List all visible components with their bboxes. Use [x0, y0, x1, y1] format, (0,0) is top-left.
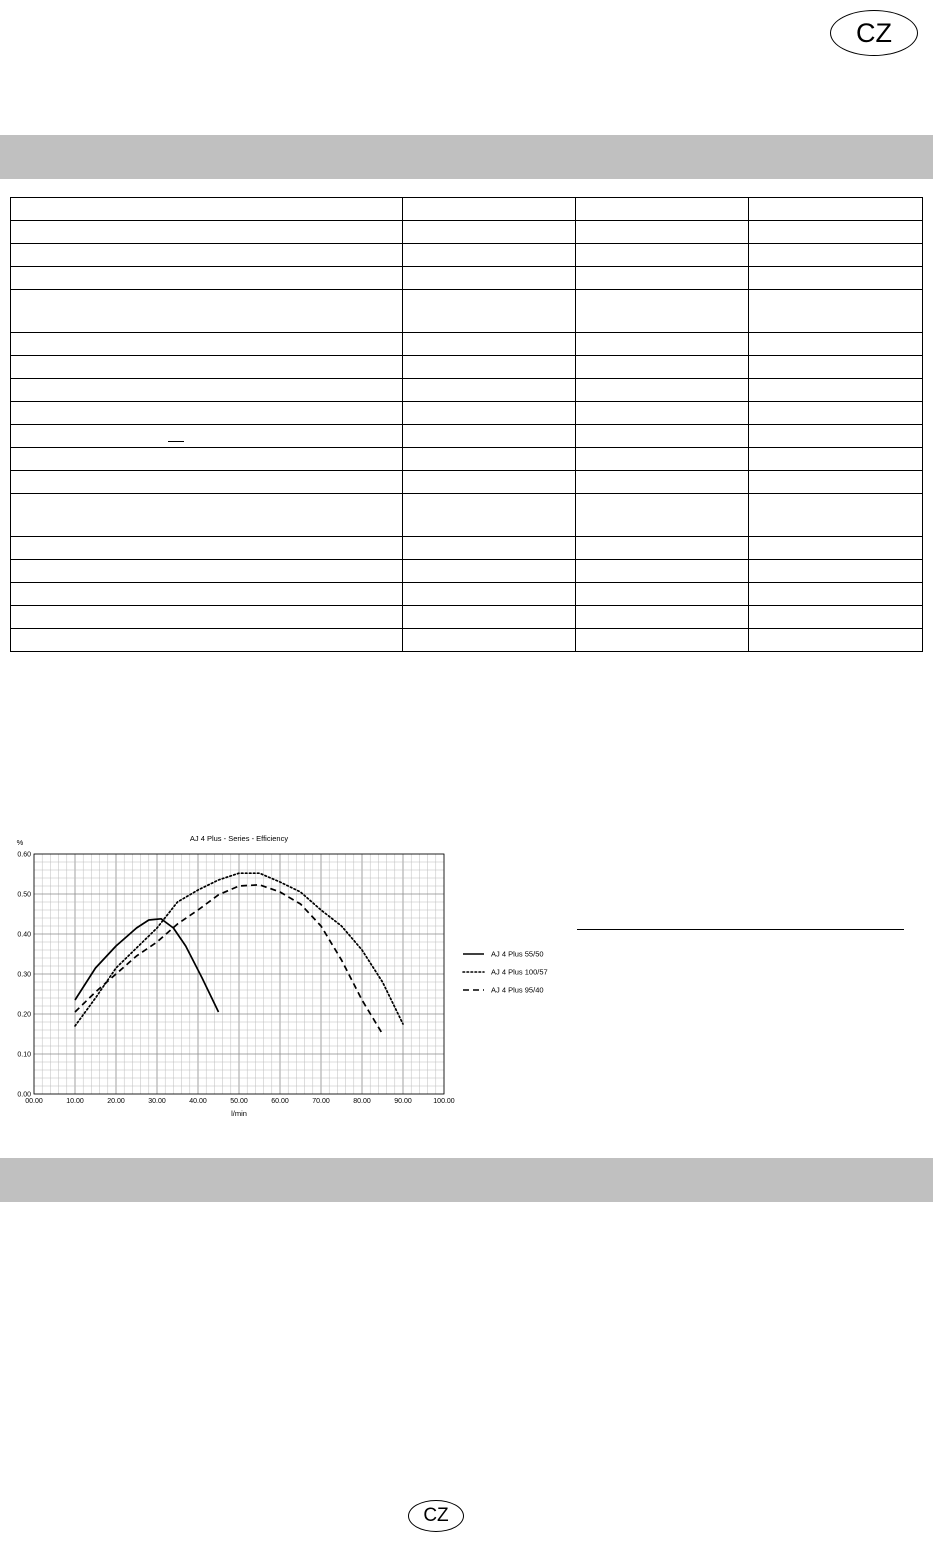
spec-cell — [749, 267, 923, 290]
spec-row — [11, 583, 923, 606]
spec-cell — [749, 221, 923, 244]
spec-cell — [749, 244, 923, 267]
spec-cell — [749, 356, 923, 379]
spec-cell — [11, 471, 403, 494]
spec-cell — [403, 267, 576, 290]
x-tick-label: 80.00 — [353, 1098, 371, 1105]
language-badge-bottom: CZ — [408, 1500, 464, 1532]
spec-cell — [403, 402, 576, 425]
spec-cell — [403, 198, 576, 221]
spec-cell — [11, 560, 403, 583]
spec-cell — [11, 290, 403, 333]
spec-cell — [403, 244, 576, 267]
spec-cell — [11, 583, 403, 606]
x-tick-label: 40.00 — [189, 1098, 207, 1105]
spec-cell — [749, 198, 923, 221]
spec-row — [11, 402, 923, 425]
spec-cell — [11, 606, 403, 629]
spec-cell — [11, 379, 403, 402]
spec-cell — [749, 290, 923, 333]
spec-row — [11, 198, 923, 221]
spec-cell — [749, 560, 923, 583]
spec-cell — [11, 221, 403, 244]
y-tick-label: 0.10 — [17, 1051, 31, 1059]
spec-cell — [11, 244, 403, 267]
x-tick-label: 20.00 — [107, 1098, 125, 1105]
y-tick-label: 0.40 — [17, 931, 31, 939]
spec-cell — [576, 537, 749, 560]
spec-cell — [749, 402, 923, 425]
spec-cell — [749, 537, 923, 560]
y-tick-label: 0.20 — [17, 1011, 31, 1019]
y-axis-label: % — [16, 838, 24, 847]
spec-row — [11, 629, 923, 652]
spec-cell — [403, 333, 576, 356]
spec-row — [11, 221, 923, 244]
x-tick-label: 50.00 — [230, 1098, 248, 1105]
series-line-3 — [75, 885, 383, 1034]
spec-cell — [403, 606, 576, 629]
spec-cell — [749, 333, 923, 356]
spec-row — [11, 425, 923, 448]
spec-row — [11, 356, 923, 379]
spec-cell — [11, 402, 403, 425]
spec-row — [11, 244, 923, 267]
spec-cell — [403, 629, 576, 652]
y-tick-label: 0.50 — [17, 891, 31, 899]
spec-cell — [576, 402, 749, 425]
spec-cell — [403, 583, 576, 606]
spec-row — [11, 537, 923, 560]
spec-cell — [749, 606, 923, 629]
spec-cell — [749, 379, 923, 402]
spec-row — [11, 560, 923, 583]
y-tick-label: 0.60 — [17, 851, 31, 859]
spec-cell — [403, 290, 576, 333]
x-tick-label: 90.00 — [394, 1098, 412, 1105]
spec-cell — [403, 448, 576, 471]
spec-cell — [403, 537, 576, 560]
efficiency-chart — [0, 828, 933, 1128]
spec-row — [11, 471, 923, 494]
x-axis-label: l/min — [231, 1109, 247, 1118]
spec-cell — [11, 448, 403, 471]
spec-cell — [576, 560, 749, 583]
language-badge-top: CZ — [830, 10, 918, 56]
spec-cell — [576, 494, 749, 537]
spec-cell — [576, 290, 749, 333]
x-tick-label: 10.00 — [66, 1098, 84, 1105]
legend-label-2: AJ 4 Plus 100/57 — [491, 967, 548, 977]
spec-cell — [11, 629, 403, 652]
spec-cell — [576, 198, 749, 221]
y-tick-label: 0.30 — [17, 971, 31, 979]
x-tick-label: 30.00 — [148, 1098, 166, 1105]
spec-row — [11, 494, 923, 537]
spec-cell — [11, 356, 403, 379]
spec-cell — [749, 425, 923, 448]
spec-cell — [11, 425, 403, 448]
spec-cell — [11, 494, 403, 537]
spec-row — [11, 290, 923, 333]
section-header-band-1 — [0, 135, 933, 179]
y-tick-label: 0.00 — [17, 1091, 31, 1099]
x-tick-label: 60.00 — [271, 1098, 289, 1105]
spec-cell — [403, 560, 576, 583]
spec-cell — [576, 267, 749, 290]
spec-cell — [576, 471, 749, 494]
x-tick-label: 70.00 — [312, 1098, 330, 1105]
spec-row — [11, 448, 923, 471]
chart-title: AJ 4 Plus - Series - Efficiency — [189, 834, 289, 843]
spec-cell — [403, 379, 576, 402]
chart-grid — [34, 854, 444, 1094]
spec-cell — [576, 583, 749, 606]
legend-label-3: AJ 4 Plus 95/40 — [491, 985, 544, 995]
spec-row — [11, 267, 923, 290]
spec-cell — [576, 379, 749, 402]
spec-cell — [11, 198, 403, 221]
spec-cell — [403, 494, 576, 537]
spec-cell — [749, 471, 923, 494]
spec-cell — [403, 221, 576, 244]
spec-cell — [576, 448, 749, 471]
underline-mark — [168, 441, 184, 442]
spec-cell — [576, 333, 749, 356]
spec-cell — [11, 333, 403, 356]
spec-cell — [11, 267, 403, 290]
spec-cell — [576, 244, 749, 267]
x-tick-label: 100.00 — [433, 1098, 455, 1105]
legend-label-1: AJ 4 Plus 55/50 — [491, 949, 544, 959]
spec-cell — [576, 221, 749, 244]
chart-legend — [463, 950, 548, 995]
spec-cell — [576, 629, 749, 652]
spec-cell — [11, 537, 403, 560]
specification-table — [10, 197, 923, 652]
spec-cell — [403, 471, 576, 494]
section-header-band-2 — [0, 1158, 933, 1202]
spec-cell — [403, 425, 576, 448]
spec-cell — [749, 448, 923, 471]
spec-row — [11, 606, 923, 629]
spec-row — [11, 379, 923, 402]
spec-cell — [749, 494, 923, 537]
spec-cell — [749, 629, 923, 652]
spec-cell — [749, 583, 923, 606]
spec-cell — [403, 356, 576, 379]
spec-cell — [576, 425, 749, 448]
x-tick-label: 00.00 — [25, 1098, 43, 1105]
spec-cell — [576, 356, 749, 379]
spec-row — [11, 333, 923, 356]
signature-line — [577, 929, 904, 930]
spec-cell — [576, 606, 749, 629]
